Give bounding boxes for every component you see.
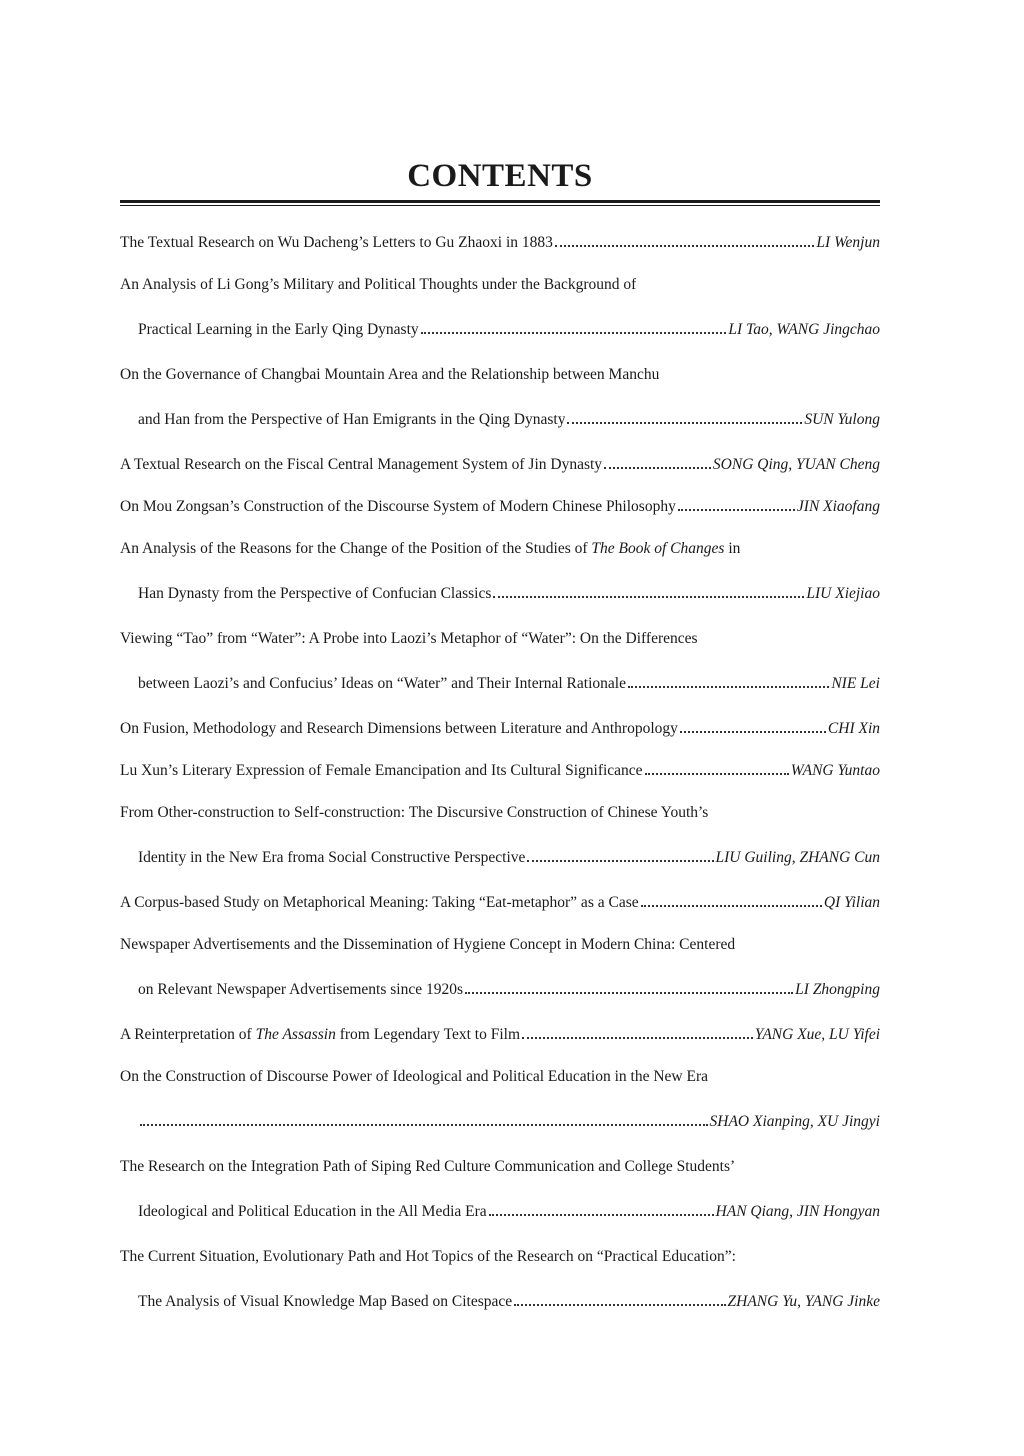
toc-entry-continuation[interactable] bbox=[120, 570, 880, 618]
entry-author: LI Tao, WANG Jingchao bbox=[728, 321, 880, 338]
toc-entry[interactable] bbox=[120, 222, 880, 264]
entry-author: ZHANG Yu, YANG Jinke bbox=[727, 1293, 880, 1310]
entry-title: From Other-construction to Self-construction: The Discursive Construction of Chinese Youth’s bbox=[120, 804, 709, 821]
page-title: CONTENTS bbox=[407, 158, 593, 194]
table-of-contents bbox=[120, 222, 880, 1326]
toc-entry-line[interactable] bbox=[120, 528, 880, 570]
entry-title: Viewing “Tao” from “Water”: A Probe into Laozi’s Metaphor of “Water”: On the Differences bbox=[120, 630, 698, 647]
toc-entry-line[interactable] bbox=[120, 1056, 880, 1098]
entry-author: HAN Qiang, JIN Hongyan bbox=[715, 1203, 880, 1220]
entry-title-cont: Ideological and Political Education in the All Media Era bbox=[138, 1203, 487, 1220]
toc-entry[interactable] bbox=[120, 750, 880, 792]
toc-entry-line[interactable] bbox=[120, 792, 880, 834]
dot-leader bbox=[421, 332, 727, 334]
entry-title-cont: The Analysis of Visual Knowledge Map Based on Citespace bbox=[138, 1293, 513, 1310]
dot-leader bbox=[522, 1037, 753, 1039]
entry-title: A Reinterpretation of The Assassin from Legendary Text to Film bbox=[120, 1026, 521, 1043]
toc-entry-continuation[interactable] bbox=[120, 1278, 880, 1326]
entry-title: On the Construction of Discourse Power of Ideological and Political Education in the New Era bbox=[120, 1068, 708, 1085]
toc-entry-line[interactable] bbox=[120, 354, 880, 396]
entry-title: The Textual Research on Wu Dacheng’s Letters to Gu Zhaoxi in 1883 bbox=[120, 234, 553, 251]
dot-leader bbox=[678, 509, 795, 511]
dot-leader bbox=[680, 731, 826, 733]
entry-author: WANG Yuntao bbox=[790, 762, 880, 779]
entry-author: QI Yilian bbox=[823, 894, 880, 911]
entry-title: An Analysis of Li Gong’s Military and Political Thoughts under the Background of bbox=[120, 276, 637, 293]
title-rule-thin bbox=[120, 205, 880, 206]
entry-title: On Fusion, Methodology and Research Dimensions between Literature and Anthropology bbox=[120, 720, 678, 737]
entry-author: LI Wenjun bbox=[816, 234, 880, 251]
entry-title-cont: and Han from the Perspective of Han Emigrants in the Qing Dynasty bbox=[138, 411, 566, 428]
toc-entry[interactable] bbox=[120, 1014, 880, 1056]
dot-leader bbox=[140, 1124, 708, 1126]
dot-leader bbox=[628, 686, 829, 688]
entry-author: SHAO Xianping, XU Jingyi bbox=[709, 1113, 880, 1130]
entry-author: NIE Lei bbox=[831, 675, 880, 692]
toc-entry-continuation[interactable] bbox=[120, 396, 880, 444]
film-title: The Assassin bbox=[255, 1026, 336, 1043]
title-rule-thick bbox=[120, 200, 880, 203]
entry-author: JIN Xiaofang bbox=[796, 498, 880, 515]
dot-leader bbox=[493, 596, 804, 598]
entry-author: LIU Xiejiao bbox=[806, 585, 880, 602]
entry-title: A Textual Research on the Fiscal Central Management System of Jin Dynasty bbox=[120, 456, 603, 473]
toc-entry-line[interactable] bbox=[120, 924, 880, 966]
toc-entry[interactable] bbox=[120, 486, 880, 528]
entry-title-cont: on Relevant Newspaper Advertisements since 1920s bbox=[138, 981, 463, 998]
entry-title-cont: Practical Learning in the Early Qing Dynasty bbox=[138, 321, 419, 338]
toc-entry[interactable] bbox=[120, 708, 880, 750]
entry-title-cont: between Laozi’s and Confucius’ Ideas on “Water” and Their Internal Rationale bbox=[138, 675, 626, 692]
dot-leader bbox=[465, 992, 793, 994]
entry-author: YANG Xue, LU Yifei bbox=[754, 1026, 880, 1043]
toc-entry-line[interactable] bbox=[120, 618, 880, 660]
toc-entry-continuation[interactable] bbox=[120, 1188, 880, 1236]
dot-leader bbox=[567, 422, 802, 424]
entry-author: CHI Xin bbox=[827, 720, 880, 737]
entry-title: The Current Situation, Evolutionary Path and Hot Topics of the Research on “Practical Education”: bbox=[120, 1248, 736, 1265]
dot-leader bbox=[527, 860, 713, 862]
entry-title: An Analysis of the Reasons for the Change of the Position of the Studies of The Book of Changes in bbox=[120, 540, 741, 557]
toc-entry[interactable] bbox=[120, 882, 880, 924]
toc-entry-line[interactable] bbox=[120, 264, 880, 306]
dot-leader bbox=[555, 245, 815, 247]
toc-entry-continuation[interactable] bbox=[120, 834, 880, 882]
entry-author: LI Zhongping bbox=[795, 981, 880, 998]
dot-leader bbox=[489, 1214, 714, 1216]
entry-title: On Mou Zongsan’s Construction of the Discourse System of Modern Chinese Philosophy bbox=[120, 498, 676, 515]
entry-title-cont: Identity in the New Era froma Social Constructive Perspective bbox=[138, 849, 526, 866]
entry-author: SONG Qing, YUAN Cheng bbox=[712, 456, 880, 473]
toc-entry[interactable] bbox=[120, 444, 880, 486]
entry-title: Newspaper Advertisements and the Dissemination of Hygiene Concept in Modern China: Centered bbox=[120, 936, 736, 953]
toc-entry-line[interactable] bbox=[120, 1236, 880, 1278]
toc-entry-line[interactable] bbox=[120, 1146, 880, 1188]
book-title: The Book of Changes bbox=[591, 540, 725, 557]
toc-entry-continuation[interactable] bbox=[120, 1098, 880, 1146]
dot-leader bbox=[645, 773, 789, 775]
dot-leader bbox=[514, 1304, 725, 1306]
entry-title: The Research on the Integration Path of Siping Red Culture Communication and College Students’ bbox=[120, 1158, 736, 1175]
entry-title: Lu Xun’s Literary Expression of Female Emancipation and Its Cultural Significance bbox=[120, 762, 643, 779]
toc-entry-continuation[interactable] bbox=[120, 660, 880, 708]
toc-entry-continuation[interactable] bbox=[120, 966, 880, 1014]
toc-entry-continuation[interactable] bbox=[120, 306, 880, 354]
entry-author: SUN Yulong bbox=[804, 411, 880, 428]
entry-title: On the Governance of Changbai Mountain Area and the Relationship between Manchu bbox=[120, 366, 660, 383]
dot-leader bbox=[641, 905, 822, 907]
entry-title-cont: Han Dynasty from the Perspective of Confucian Classics bbox=[138, 585, 492, 602]
entry-author: LIU Guiling, ZHANG Cun bbox=[715, 849, 880, 866]
entry-title: A Corpus-based Study on Metaphorical Meaning: Taking “Eat-metaphor” as a Case bbox=[120, 894, 639, 911]
dot-leader bbox=[604, 467, 711, 469]
